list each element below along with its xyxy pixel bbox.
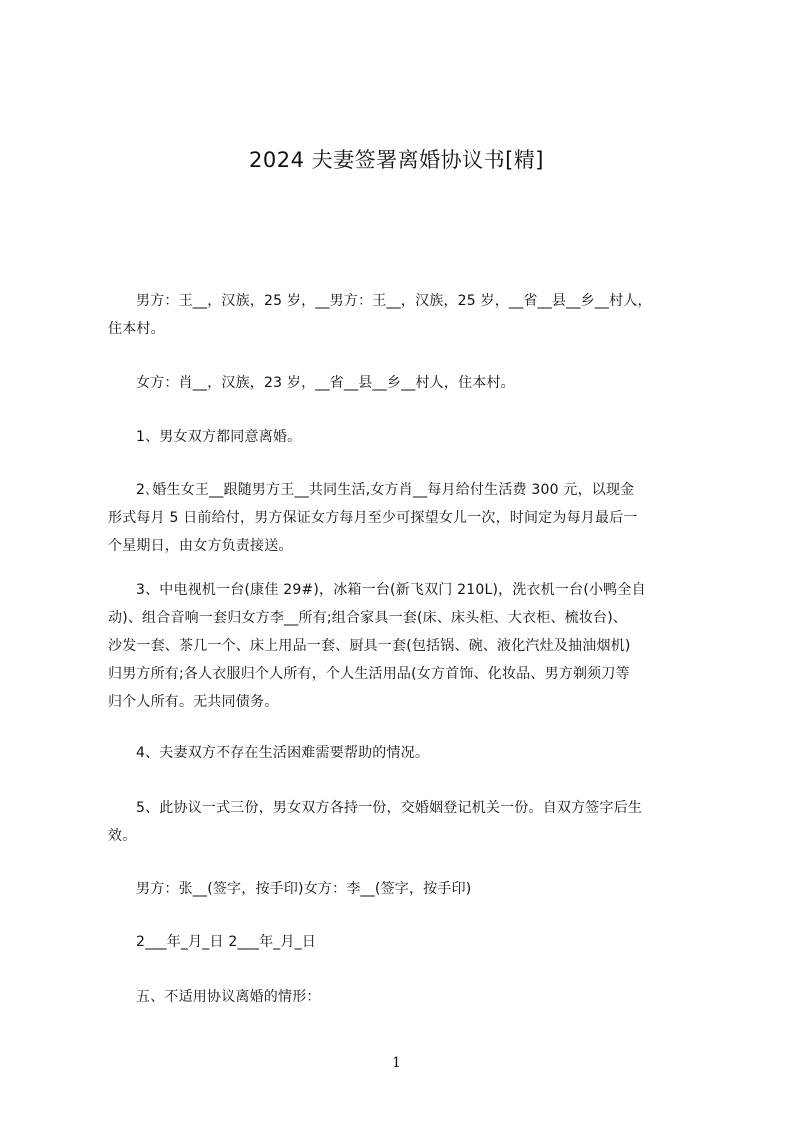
paragraph-clause-1 <box>108 423 720 451</box>
paragraph-clause-3 <box>108 576 720 716</box>
paragraph-clause-4 <box>108 739 720 767</box>
text-line: 动)、组合音响一套归女方李__所有;组合家具一套(床、床头柜、大衣柜、梳妆台)、 <box>108 610 628 626</box>
text-line: 4、夫妻双方不存在生活困难需要帮助的情况。 <box>136 745 430 761</box>
document-title: 2024 夫妻签署离婚协议书[精] <box>248 148 544 172</box>
text-line: 1、男女双方都同意离婚。 <box>136 429 302 445</box>
text-line: 效。 <box>108 828 137 844</box>
text-line: 形式每月 5 日前给付，男方保证女方每月至少可探望女儿一次，时间定为每月最后一 <box>108 510 638 526</box>
text-line: 女方：肖__，汉族，23 岁，__省__县__乡__村人，住本村。 <box>136 375 515 391</box>
paragraph-male-party <box>108 287 720 343</box>
text-line: 归男方所有;各人衣服归个人所有，个人生活用品(女方首饰、化妆品、男方剃须刀等 <box>108 666 630 682</box>
paragraph-section-five-heading <box>108 983 720 1011</box>
text-line: 五、不适用协议离婚的情形： <box>136 989 321 1005</box>
page-number: 1 <box>392 1055 401 1071</box>
text-line: 2___年_月_日 2___年_月_日 <box>136 934 317 950</box>
text-line: 男方：王__，汉族，25 岁，__男方：王__，汉族，25 岁，__省__县__乡__村人， <box>136 293 652 309</box>
text-line: 3、中电视机一台(康佳 29#)，冰箱一台(新飞双门 210L)，洗衣机一台(小鸭全自 <box>136 582 646 598</box>
text-line: 沙发一套、茶几一个、床上用品一套、厨具一套(包括锅、碗、液化汽灶及抽油烟机) <box>108 638 631 654</box>
text-line: 住本村。 <box>108 321 165 337</box>
paragraph-female-party <box>108 369 720 397</box>
text-line: 5、此协议一式三份，男女双方各持一份，交婚姻登记机关一份。自双方签字后生 <box>136 800 643 816</box>
text-line: 男方：张__(签字，按手印)女方：李__(签字，按手印) <box>136 881 472 897</box>
text-line: 2､婚生女王__跟随男方王__共同生活,女方肖__每月给付生活费 300 元，以现金 <box>136 482 635 498</box>
paragraph-dates <box>108 928 720 956</box>
paragraph-clause-5 <box>108 794 720 850</box>
text-line: 个星期日，由女方负责接送。 <box>108 538 293 554</box>
paragraph-clause-2 <box>108 476 720 560</box>
paragraph-signatures <box>108 875 720 903</box>
text-line: 归个人所有。无共同债务。 <box>108 694 279 710</box>
